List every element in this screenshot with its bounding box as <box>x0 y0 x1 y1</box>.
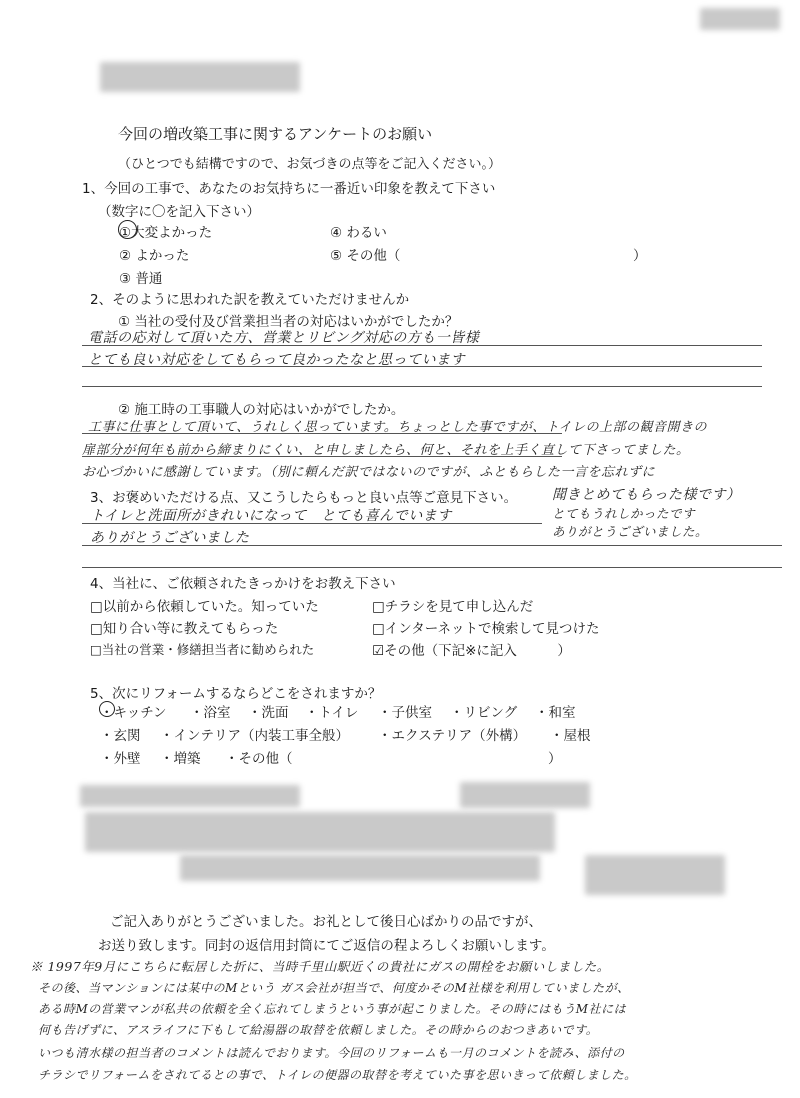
q5-option-extension[interactable]: ・増築 <box>160 751 201 767</box>
q2-sub2-answer-line3: お心づかいに感謝しています。（別に頼んだ訳ではないのですが、ふともらした一言を忘れずに <box>82 465 655 480</box>
q5-option-interior[interactable]: ・インテリア（内装工事全般） <box>160 728 349 744</box>
thanks-line1: ご記入ありがとうございました。お礼として後日心ばかりの品ですが、 <box>110 914 542 930</box>
q1-option-1[interactable]: ①大変よかった <box>119 225 213 241</box>
q2-sub1: ① 当社の受付及び営業担当者の対応はいかがでしたか？ <box>118 314 459 330</box>
answer-line <box>82 523 542 524</box>
q2-sub1-answer-line1: 電話の応対して頂いた方、営業とリビング対応の方も一皆様 <box>88 330 480 346</box>
q2-sub2-answer-line2: 扉部分が何年も前から締まりにくい、と申しましたら、何と、それを上手く直して下さってました。 <box>82 443 690 458</box>
q4-option-4[interactable]: □インターネットで検索して見つけた <box>372 621 600 637</box>
q5-option-roof[interactable]: ・屋根 <box>550 728 591 744</box>
q1-option-5-close: ） <box>633 248 647 264</box>
q5-option-kitchen[interactable]: ・キッチン <box>100 705 167 721</box>
q4-option-6[interactable]: ☑その他（下記※に記入 ） <box>372 643 571 659</box>
q2-sub2-answer-line5: とてもうれしかったです <box>552 506 696 521</box>
q1-option-4[interactable]: ④ わるい <box>330 225 387 241</box>
q5-option-japanese-room[interactable]: ・和室 <box>535 705 576 721</box>
q5-option-other-close: ） <box>548 751 562 767</box>
q4-option-3[interactable]: □知り合い等に教えてもらった <box>90 621 279 637</box>
answer-line <box>82 433 562 434</box>
answer-line <box>82 456 562 457</box>
survey-title: 今回の増改築工事に関するアンケートのお願い <box>118 125 433 143</box>
note-line4: 何も告げずに、アスライフに下もして給湯器の取替を依頼しました。その時からのおつきあいです。 <box>38 1023 599 1037</box>
q5-option-kids-room[interactable]: ・子供室 <box>378 705 432 721</box>
answer-line <box>82 567 782 568</box>
q2-question: 2、そのように思われた訳を教えていただけませんか <box>90 292 410 308</box>
q2-sub2: ② 施工時の工事職人の対応はいかがでしたか。 <box>118 402 405 418</box>
redacted-block-1 <box>80 785 300 807</box>
answer-line <box>82 545 782 546</box>
q1-option-2[interactable]: ② よかった <box>119 248 190 264</box>
survey-subtitle: （ひとつでも結構ですので、お気づきの点等をご記入ください。） <box>118 157 501 172</box>
q2-sub2-answer-line6: ありがとうございました。 <box>552 524 709 539</box>
answer-line <box>82 366 762 367</box>
q1-option-5[interactable]: ⑤ その他（ <box>330 248 401 264</box>
q5-option-living[interactable]: ・リビング <box>450 705 518 721</box>
q3-answer-line2: ありがとうございました <box>90 530 250 546</box>
answer-line <box>82 386 762 387</box>
q1-option-3[interactable]: ③ 普通 <box>119 271 163 287</box>
redacted-block-5 <box>585 855 725 895</box>
redacted-header-top-right <box>700 8 780 30</box>
note-line6: チラシでリフォームをされてるとの事で、トイレの便器の取替を考えていた事を思いきって依頼しました。 <box>38 1068 637 1082</box>
q2-sub1-answer-line2: とても良い対応をしてもらって良かったなと思っています <box>88 352 465 368</box>
q5-option-washroom[interactable]: ・洗面 <box>248 705 289 721</box>
q4-option-2[interactable]: □チラシを見て申し込んだ <box>372 599 534 615</box>
q2-sub2-answer-line4: 聞きとめてもらった様です） <box>552 487 741 503</box>
note-line1: ※ 1997年9月にこちらに転居した折に、当時千里山駅近くの貴社にガスの開栓をお願いしました。 <box>30 959 610 974</box>
redacted-header-name <box>100 62 300 92</box>
q5-question: 5、次にリフォームするならどこをされますか？ <box>90 686 382 702</box>
q4-question: 4、当社に、ご依頼されたきっかけをお教え下さい <box>90 576 396 592</box>
answer-line <box>82 345 762 346</box>
note-line3: ある時Mの営業マンが私共の依頼を全く忘れてしまうという事が起こりました。その時にはもうM社には <box>38 1002 627 1016</box>
redacted-block-2 <box>460 782 590 808</box>
note-line5: いつも清水様の担当者のコメントは読んでおります。今回のリフォームも一月のコメントを読み、添付の <box>38 1046 625 1060</box>
thanks-line2: お送り致します。同封の返信用封筒にてご返信の程よろしくお願いします。 <box>98 938 555 954</box>
note-line2: その後、当マンションには某中のMという ガス会社が担当で、何度かそのM社様を利用していましたが、 <box>38 981 630 995</box>
q1-instruction: （数字に〇を記入下さい） <box>98 204 260 220</box>
q5-option-other[interactable]: ・その他（ <box>225 751 293 767</box>
q4-option-1[interactable]: □以前から依頼していた。知っていた <box>90 599 319 615</box>
q5-option-bath[interactable]: ・浴室 <box>190 705 231 721</box>
q5-option-toilet[interactable]: ・トイレ <box>305 705 359 721</box>
q3-answer-line1: トイレと洗面所がきれいになって とても喜んでいます <box>90 508 452 524</box>
q5-option-entrance[interactable]: ・玄関 <box>100 728 141 744</box>
q4-option-5[interactable]: □当社の営業・修繕担当者に勧められた <box>90 642 315 657</box>
q5-option-exterior[interactable]: ・エクステリア（外構） <box>378 728 527 744</box>
q5-option-outer-wall[interactable]: ・外壁 <box>100 751 141 767</box>
redacted-block-3 <box>85 812 555 852</box>
q3-question: 3、お褒めいただける点、又こうしたらもっと良い点等ご意見下さい。 <box>90 490 518 506</box>
redacted-block-4 <box>180 855 540 881</box>
q1-question: 1、今回の工事で、あなたのお気持ちに一番近い印象を教えて下さい <box>82 181 496 197</box>
q2-sub2-answer-line1: 工事に仕事として頂いて、うれしく思っています。ちょっとした事ですが、トイレの上部の観音開きの <box>88 420 708 435</box>
